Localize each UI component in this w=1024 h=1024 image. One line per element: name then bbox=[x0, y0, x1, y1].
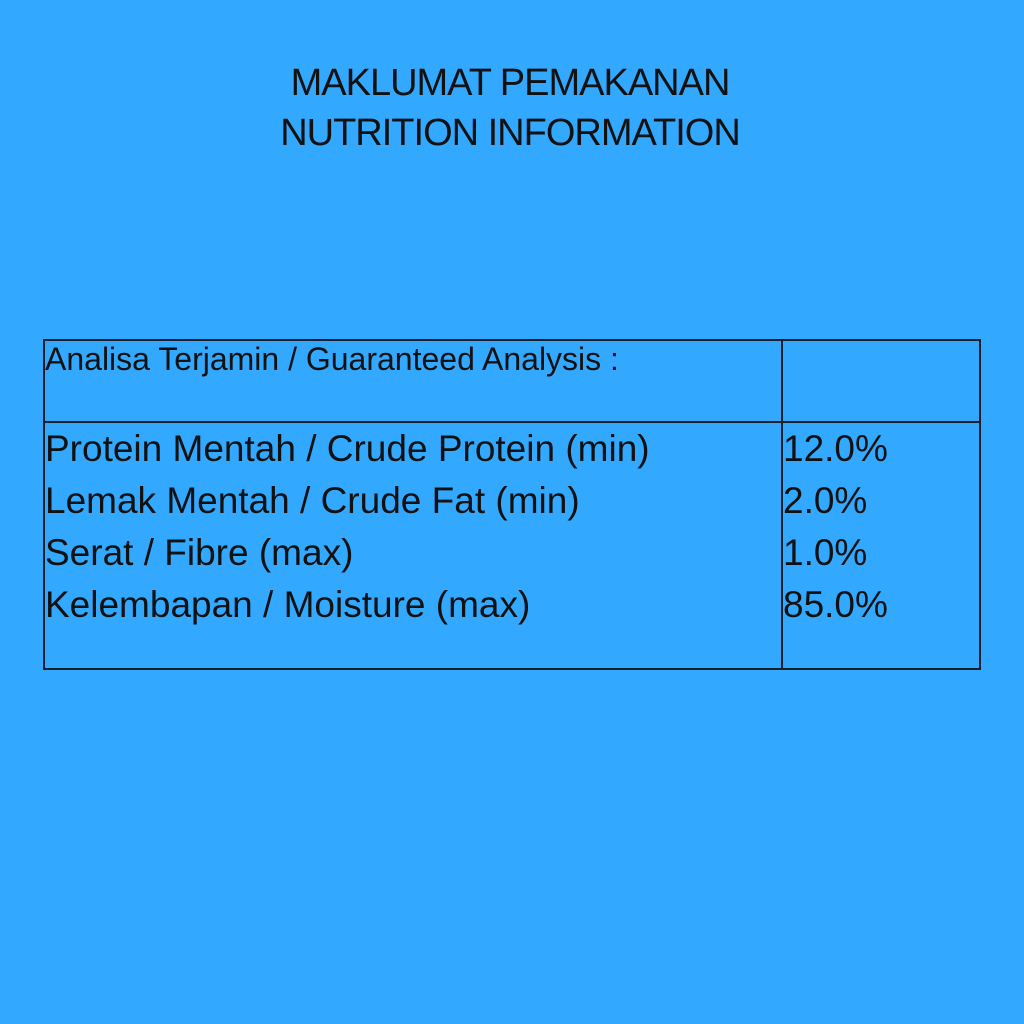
guaranteed-analysis-header: Analisa Terjamin / Guaranteed Analysis : bbox=[44, 340, 782, 422]
header-value-cell bbox=[782, 340, 980, 422]
nutrient-values-cell bbox=[782, 422, 980, 669]
table-header-row bbox=[44, 340, 980, 422]
nutrient-labels-cell bbox=[44, 422, 782, 669]
nutrition-table bbox=[43, 339, 981, 670]
nutrient-value-fat: 2.0% bbox=[783, 480, 868, 521]
nutrient-value-protein: 12.0% bbox=[783, 428, 888, 469]
nutrient-value-fibre: 1.0% bbox=[783, 532, 868, 573]
page-title bbox=[0, 58, 1024, 158]
nutrient-label-fat: Lemak Mentah / Crude Fat (min) bbox=[45, 480, 580, 521]
nutrient-label-moisture: Kelembapan / Moisture (max) bbox=[45, 584, 531, 625]
table-body-row bbox=[44, 422, 980, 669]
nutrient-label-fibre: Serat / Fibre (max) bbox=[45, 532, 354, 573]
nutrient-label-protein: Protein Mentah / Crude Protein (min) bbox=[45, 428, 650, 469]
title-malay: MAKLUMAT PEMAKANAN bbox=[290, 62, 730, 104]
title-english: NUTRITION INFORMATION bbox=[280, 112, 740, 154]
nutrient-value-moisture: 85.0% bbox=[783, 584, 888, 625]
